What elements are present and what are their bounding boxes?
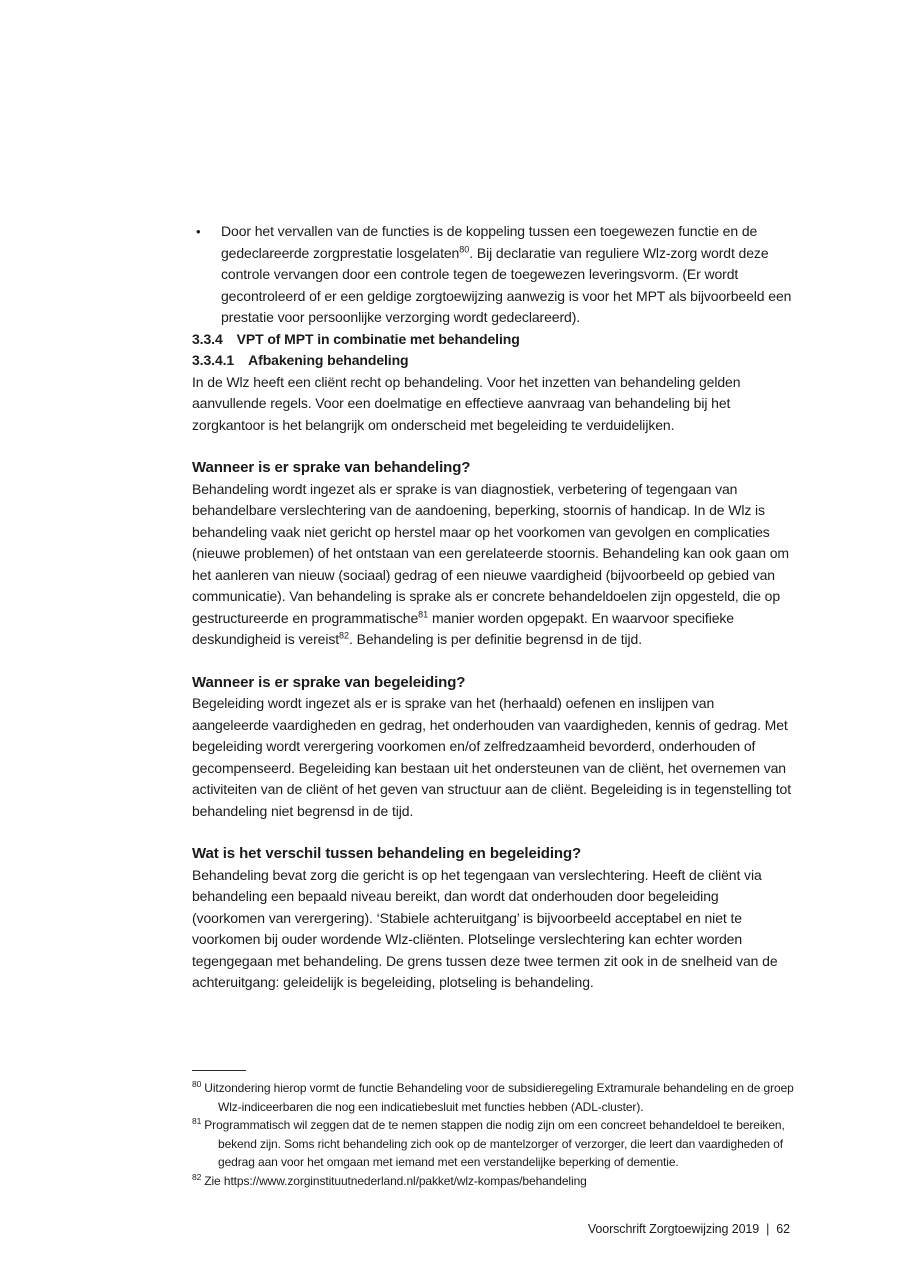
heading-verschil-question: Wat is het verschil tussen behandeling en begeleiding? <box>192 845 582 862</box>
footnote-text: Programmatisch wil zeggen dat de te nemen stappen die nodig zijn om een concreet behandeldoel te bereiken, bekend zijn. Soms richt behandeling zich ook op de mantelzorger of verzorger, die leert dan vaardigheden of gedrag aan voor het omgaan met iemand met een verstandelijke beperking of dementie. <box>204 1118 785 1169</box>
paragraph-segment: manier worden opgepakt. En waarvoor specifieke deskundigheid is vereist <box>192 609 734 647</box>
footnote-marker: 81 <box>192 1116 202 1126</box>
footnote-82 <box>192 1172 817 1191</box>
section-number: 3.3.4 <box>192 330 223 347</box>
page-content <box>192 221 792 994</box>
section-title: Afbakening behandeling <box>248 352 409 368</box>
footer-page-number: 62 <box>776 1222 790 1236</box>
begeleiding-paragraph: Begeleiding wordt ingezet als er is sprake van het (herhaald) oefenen en inslijpen van aangeleerde vaardigheden en gedrag, het onderhouden van vaardigheden, kennis of gedrag. Met begeleiding wordt verergering voorkomen en/of zelfredzaamheid bevorderd, onderhouden of gecompenseerd. Begeleiding kan bestaan uit het ondersteunen van de cliënt, het overnemen van activiteiten van de cliënt of het geven van structuur aan de cliënt. Begeleiding is in tegenstelling tot behandeling niet begrensd in de tijd. <box>192 695 791 819</box>
bullet-item <box>192 221 792 329</box>
footnote-separator-line <box>192 1070 246 1071</box>
footnote-text: Uitzondering hierop vormt de functie Behandeling voor de subsidieregeling Extramurale behandeling en de groep Wlz-indiceerbaren die nog een indicatiebesluit met functies hebben (ADL-cluster). <box>204 1081 794 1114</box>
footer-separator: | <box>766 1222 770 1236</box>
section-number: 3.3.4.1 <box>192 352 235 368</box>
heading-begeleiding-question: Wanneer is er sprake van begeleiding? <box>192 673 466 691</box>
footnote-marker: 82 <box>192 1171 202 1182</box>
heading-behandeling-question: Wanneer is er sprake van behandeling? <box>192 459 471 476</box>
bullet-text-segment: . Bij declaratie van reguliere Wlz-zorg wordt deze controle vervangen door een controle tegen de toegewezen leveringsvorm. (Er wordt gecontroleerd of er een geldige zorgtoewijzing aanwezig is voor het MPT als bijvoorbeeld een prestatie voor persoonlijke verzorging wordt gedeclareerd). <box>221 244 792 325</box>
section-title: VPT of MPT in combinatie met behandeling <box>236 330 520 347</box>
verschil-paragraph: Behandeling bevat zorg die gericht is op het tegengaan van verslechtering. Heeft de cliënt via behandeling een bepaald niveau bereikt, dan wordt dat onderhouden door begeleiding (voorkomen van verergering). ‘Stabiele achteruitgang’ is bijvoorbeeld acceptabel en niet te voorkomen bij ouder wordende Wlz-cliënten. Plotselinge verslechtering kan echter worden tegengegaan met behandeling. De grens tussen deze twee termen zit ook in de snelheid van de achteruitgang: geleidelijk is begeleiding, plotseling is behandeling. <box>192 866 778 990</box>
behandeling-paragraph <box>192 479 792 651</box>
paragraph-segment: . Behandeling is per definitie begrensd in de tijd. <box>349 631 643 647</box>
bullet-text-segment: Door het vervallen van de functies is de koppeling tussen een toegewezen functie en de gedeclareerde zorgprestatie losgelaten <box>221 223 758 261</box>
bullet-paragraph <box>221 221 792 329</box>
footnote-marker: 80 <box>192 1079 202 1089</box>
section-heading-3-3-4 <box>192 329 792 351</box>
page-footer <box>588 1222 790 1236</box>
footnote-ref-82: 82 <box>339 630 350 641</box>
footnotes-section <box>192 1070 817 1190</box>
footnote-url[interactable]: https://www.zorginstituutnederland.nl/pakket/wlz-kompas/behandeling <box>223 1173 587 1188</box>
footnote-ref-81: 81 <box>418 608 429 619</box>
footnote-ref-80: 80 <box>459 243 470 254</box>
bullet-icon: • <box>196 224 201 239</box>
footnote-81 <box>192 1116 817 1172</box>
footer-document-title: Voorschrift Zorgtoewijzing 2019 <box>587 1222 760 1236</box>
intro-paragraph: In de Wlz heeft een cliënt recht op behandeling. Voor het inzetten van behandeling gelden aanvullende regels. Voor een doelmatige en effectieve aanvraag van behandeling bij het zorgkantoor is het belangrijk om onderscheid met begeleiding te verduidelijken. <box>192 373 741 433</box>
footnote-text: Zie <box>204 1173 224 1188</box>
footnote-80 <box>192 1079 817 1116</box>
paragraph-segment: Behandeling wordt ingezet als er sprake is van diagnostiek, verbetering of tegengaan van behandelbare verslechtering van de aandoening, beperking, stoornis of handicap. In de Wlz is behandeling vaak niet gericht op herstel maar op het voorkomen van gevolgen en complicaties (nieuwe problemen) of het ontstaan van een gerelateerde stoornis. Behandeling kan ook gaan om het aanleren van nieuw (sociaal) gedrag of een nieuwe vaardigheid (bijvoorbeeld op gebied van communicatie). Van behandeling is sprake als er concrete behandeldoelen zijn opgesteld, die op gestructureerde en programmatische <box>192 480 789 626</box>
section-heading-3-3-4-1 <box>192 350 792 372</box>
